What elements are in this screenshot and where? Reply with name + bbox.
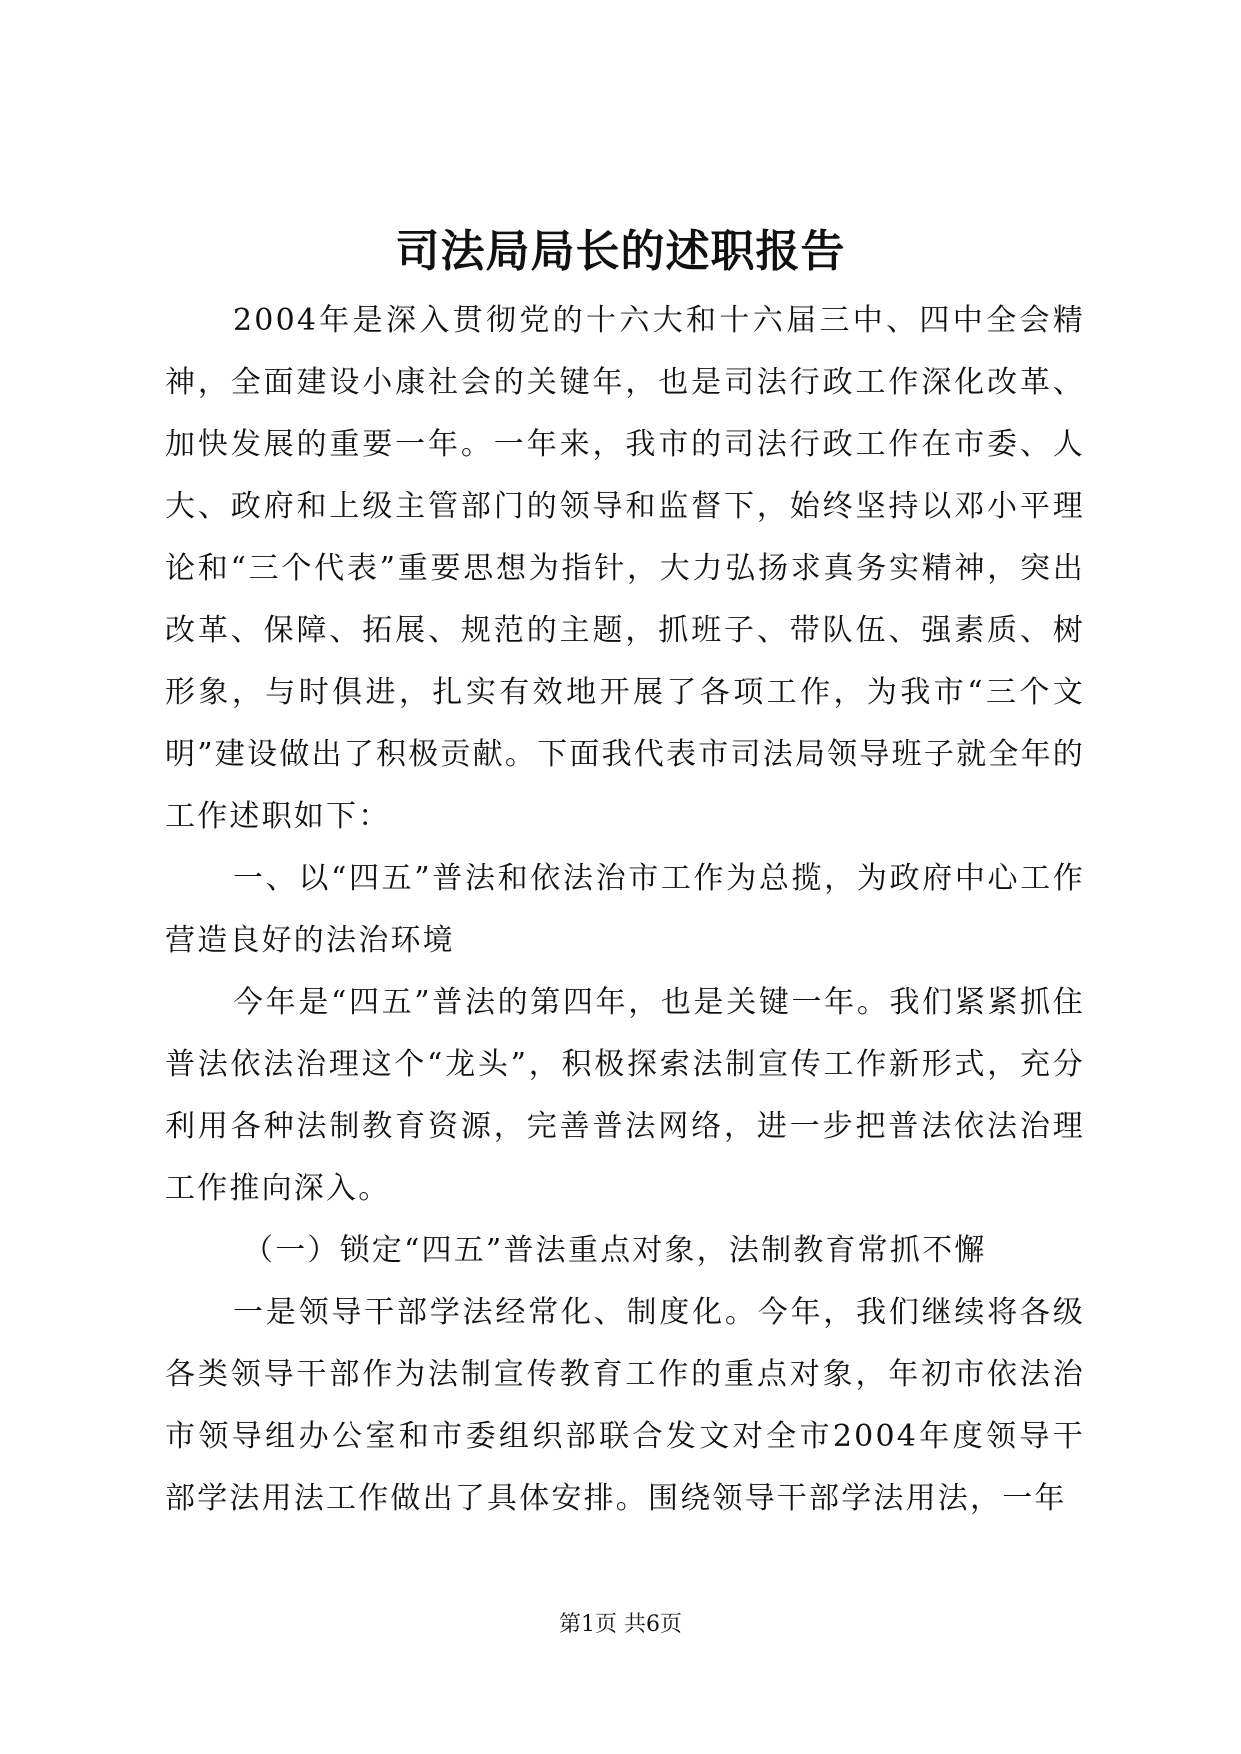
document-body <box>165 290 1085 1530</box>
subsection-1-paragraph: 一是领导干部学法经常化、制度化。今年，我们继续将各级各类领导干部作为法制宣传教育工作的重点对象，年初市依法治市领导组办公室和市委组织部联合发文对全市2004年度领导干部学法用法工作做出了具体安排。围绕领导干部学法用法，一年 <box>165 1295 1085 1516</box>
section-heading-1: 一、以“四五”普法和依法治市工作为总揽，为政府中心工作营造良好的法治环境 <box>165 861 1085 958</box>
document-title: 司法局局长的述职报告 <box>395 226 846 277</box>
intro-paragraph: 2004年是深入贯彻党的十六大和十六届三中、四中全会精神，全面建设小康社会的关键年，也是司法行政工作深化改革、加快发展的重要一年。一年来，我市的司法行政工作在市委、人大、政府和上级主管部门的领导和监督下，始终坚持以邓小平理论和“三个代表”重要思想为指针，大力弘扬求真务实精神，突出改革、保障、拓展、规范的主题，抓班子、带队伍、强素质、树形象，与时俱进，扎实有效地开展了各项工作，为我市“三个文明”建设做出了积极贡献。下面我代表市司法局领导班子就全年的工作述职如下： <box>165 303 1085 834</box>
page-number: 第1页 共6页 <box>559 1612 682 1637</box>
subsection-heading-1: （一）锁定“四五”普法重点对象，法制教育常抓不懈 <box>243 1233 987 1268</box>
section-1-paragraph: 今年是“四五”普法的第四年，也是关键一年。我们紧紧抓住普法依法治理这个“龙头”，积极探索法制宣传工作新形式，充分利用各种法制教育资源，完善普法网络，进一步把普法依法治理工作推向深入。 <box>165 985 1085 1206</box>
